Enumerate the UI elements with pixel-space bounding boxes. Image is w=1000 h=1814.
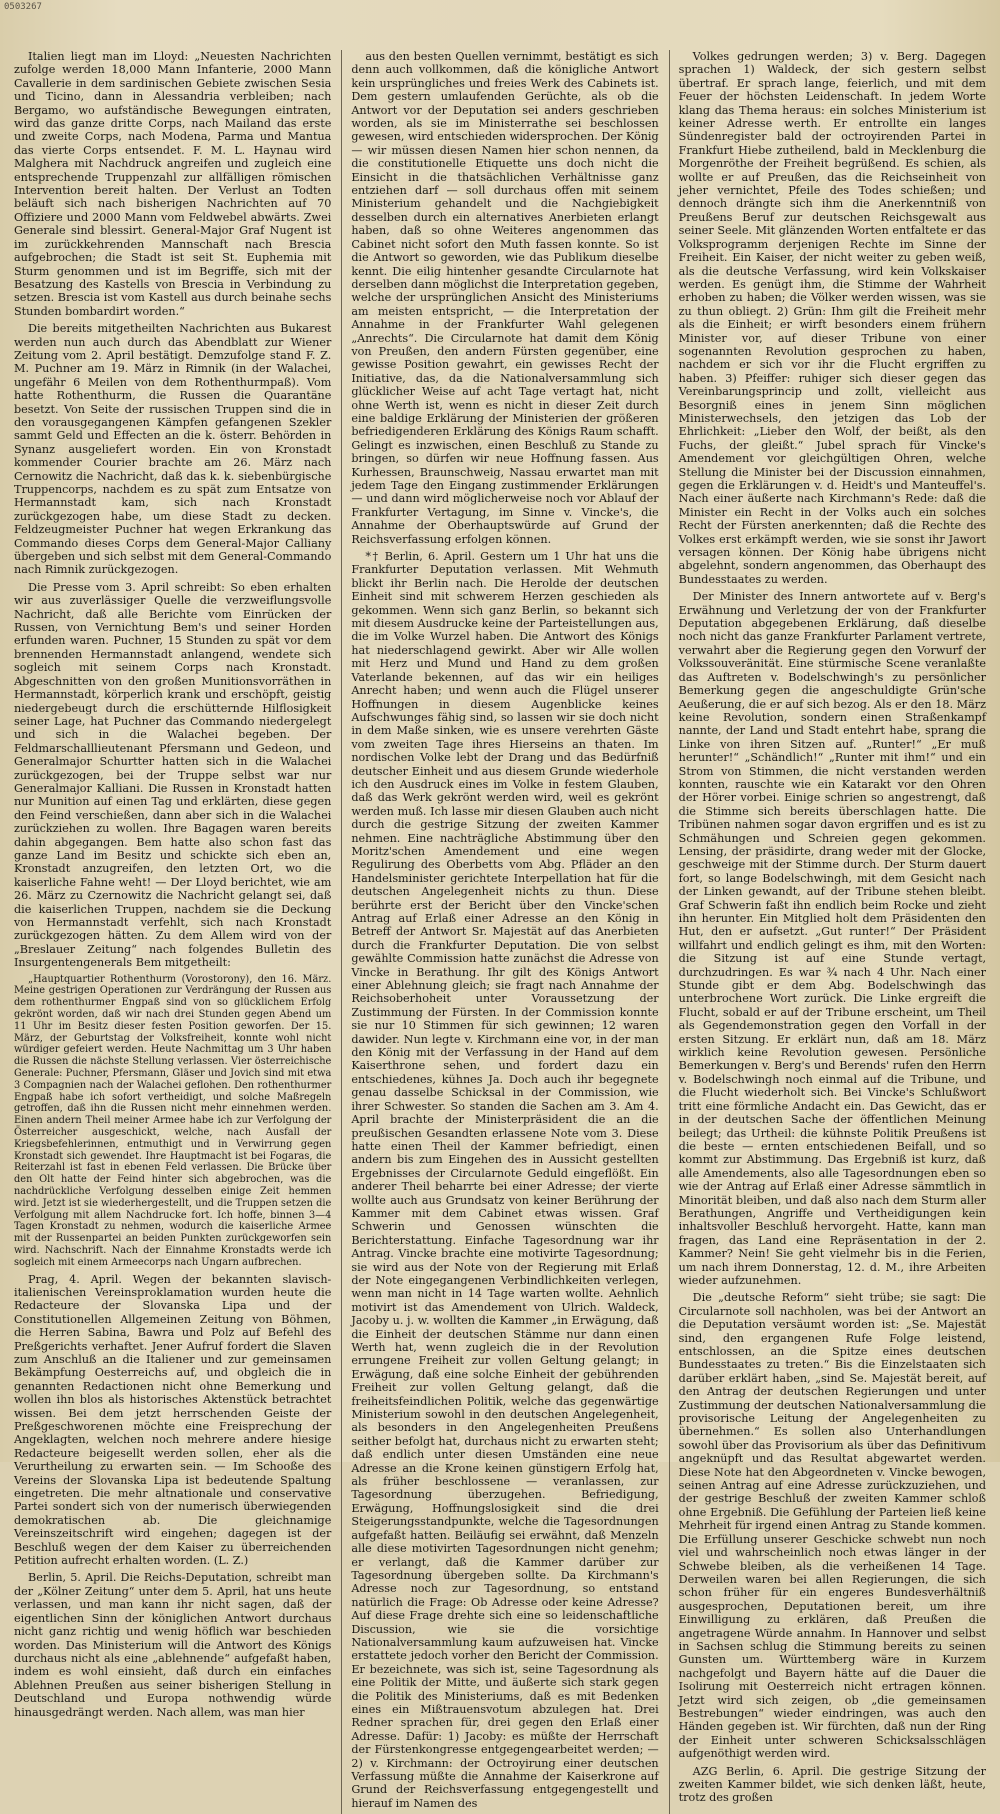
article-paragraph: AZG Berlin, 6. April. Die gestrige Sitzung der zweiten Kammer bildet, wie sich denken läßt, heute, trotz des großen [678,1764,986,1805]
article-paragraph: Berlin, 5. April. Die Reichs-Deputation, schreibt man der „Kölner Zeitung“ unter dem 5. April, hat uns heute verlassen, und man kann ihr nicht sagen, daß der eigentlichen Sinn der königlichen Antwort durchaus nicht ganz richtig und wenig höflich war beschieden worden. Das Ministerium will die Antwort des Königs durchaus nicht als eine „ablehnende“ aufgefaßt haben, indem es wohl einsieht, daß durch ein einfaches Ablehnen Preußen aus seiner bisherigen Stellung in Deutschland und Europa nothwendig würde hinausgedrängt werden. Nach allem, was man hier [14,1571,332,1719]
text-columns [14,50,986,1810]
article-paragraph: aus den besten Quellen vernimmt, bestätigt es sich denn auch vollkommen, daß die königliche Antwort kein ursprüngliches und freies Werk des Cabinets ist. Dem gestern umlaufenden Gerüchte, als ob die Antwort vor der Deputation sei anders geschrieben worden, als sie im Ministerrathe sei beschlossen gewesen, wird entschieden widersprochen. Der König — wir müssen diesen Namen hier schon nennen, da die constitutionelle Etiquette uns doch nicht die Einsicht in die thatsächlichen Verhältnisse ganz entziehen darf — soll durchaus offen mit seinem Ministerium gehandelt und die Nachgiebigkeit desselben durch ein alternatives Anerbieten erlangt haben, daß so ohne Weiteres angenommen das Cabinet nicht sofort den Muth fassen konnte. So ist die Antwort so geworden, wie das Publikum dieselbe kennt. Die eilig hintenher gesandte Circularnote hat derselben dann möglichst die Interpretation gegeben, welche der ursprünglichen Ansicht des Ministeriums am meisten entspricht, — die Interpretation der Annahme in der Frankfurter Wahl gelegenen „Anrechts“. Die Circularnote hat damit dem König von Preußen, den andern Fürsten gegenüber, eine gewisse Position gewahrt, ein gewisses Recht der Initiative, das, da die Nationalversammlung sich glücklicher Weise auf acht Tage vertagt hat, nicht ohne Werth ist, wenn es nicht in dieser Zeit durch eine baldige Erklärung der Ministerien der größeren befriedigenderen Erklärung des Königs Raum schafft. Gelingt es inzwischen, einen Beschluß zu Stande zu bringen, so dürfen wir neue Hoffnung fassen. Aus Kurhessen, Braunschweig, Nassau erwartet man mit jedem Tage den Eingang zustimmender Erklärungen — und dann wird möglicherweise noch vor Ablauf der Frankfurter Vertagung, im Sinne v. Vincke's, die Annahme der Oberhauptswürde auf Grund der Reichsverfassung erfolgen können. [351,50,659,546]
article-paragraph: Prag, 4. April. Wegen der bekannten slavisch-italienischen Vereinsproklamation wurden heute die Redacteure der Slovanska Lipa und der Constitutionellen Allgemeinen Zeitung von Böhmen, die Herren Sabina, Bawra und Polz auf Befehl des Preßgerichts verhaftet. Jener Aufruf fordert die Slaven zum Anschluß an die Italiener und zur gemeinsamen Bekämpfung Oesterreichs auf, und obgleich die in genannten Redactionen nicht ohne Bemerkung und wollen ihn blos als historisches Aktenstück betrachtet wissen. Bei dem jetzt herrschenden Geiste der Preßgeschworenen möchte eine Freisprechung der Angeklagten, welchen noch mehrere andere hiesige Redacteure beigesellt werden sollen, eher als die Verurtheilung zu erwarten sein. — Im Schooße des Vereins der Slovanska Lipa ist bedeutende Spaltung eingetreten. Die mehr altnationale und conservative Partei sondert sich von der numerisch überwiegenden demokratischen ab. Die gleichnamige Vereinszeitschrift wird eingehen; dagegen ist der Beschluß wegen der dem Kaiser zu überreichenden Petition aufrecht erhalten worden. (L. Z.) [14,1272,332,1568]
article-paragraph: Die „deutsche Reform“ sieht trübe; sie sagt: Die Circularnote soll nachholen, was bei der Antwort an die Deputation versäumt worden ist: „Se. Majestät sind, den ergangenen Rufe Folge leistend, entschlossen, an die Spitze eines deutschen Bundesstaates zu treten.“ Bis die Einzelstaaten sich darüber erklärt haben, „sind Se. Majestät bereit, auf den Antrag der deutschen Regierungen und unter Zustimmung der deutschen Nationalversammlung die provisorische Leitung der Angelegenheiten zu übernehmen.“ Es sollen also Unterhandlungen sowohl über das Provisorium als über das Definitivum angeknüpft und das Resultat abgewartet werden. Diese Note hat den Abgeordneten v. Vincke bewogen, seinen Antrag auf eine Adresse zurückzuziehen, und der gestrige Beschluß der zweiten Kammer schloß ohne Ergebniß. Die Gefühlung der Parteien ließ keine Mehrheit für irgend einen Antrag zu Stande kommen. Die Erfüllung unserer Geschicke schwebt nun noch viel und wahrscheinlich noch etwas länger in der Schwebe bleiben, als die verheißenen 14 Tage. Derweilen waren bei allen Regierungen, die sich schon früher für ein engeres Bundesverhältniß ausgesprochen, Deputationen bereit, um ihre Einwilligung zu erklären, daß Preußen die angetragene Würde annahm. In Hannover und selbst in Sachsen schlug die Stimmung bereits zu seinen Gunsten um. Württemberg wäre in Kurzem nachgefolgt und Bayern hätte auf die Dauer die Isolirung mit Oesterreich nicht ertragen können. Jetzt wird sich zeigen, ob „die gemeinsamen Bestrebungen“ wieder eindringen, was auch den Händen gegeben ist. Wir fürchten, daß nun der Ring der Einheit unter schweren Schicksalsschlägen aufgenöthigt werden wird. [678,1291,986,1761]
article-paragraph: Der Minister des Innern antwortete auf v. Berg's Erwähnung und Verletzung der von der Frankfurter Deputation abgegebenen Erklärung, daß dieselbe noch nicht das ganze Frankfurter Parlament vertrete, verwahrt aber die Regierung gegen den Vorwurf der Volkssouveränität. Eine stürmische Scene veranlaßte das Auftreten v. Bodelschwingh's zu persönlicher Bemerkung gegen die angeschuldigte Grün'sche Aeußerung, die er auf sich bezog. Als er den 18. März keine Revolution, sondern einen Straßenkampf nannte, der Land und Stadt entehrt habe, sprang die Linke von ihren Sitzen auf. „Runter!“ „Er muß herunter!“ „Schändlich!“ „Runter mit ihm!“ und ein Strom von Stimmen, die nicht verstanden werden konnten, rauschte wie ein Katarakt vor den Ohren der Hörer vorbei. Einige schrien so angestrengt, daß die Stimme sich bereits überschlagen hatte. Die Tribünen nahmen sogar davon ergriffen und es ist zu Schmähungen und Schreien gegen gekommen. Lensing, der präsidirte, drang weder mit der Glocke, geschweige mit der Stimme durch. Der Sturm dauert fort, so lange Bodelschwingh, mit dem Gesicht nach der Linken gewandt, auf der Tribune stehen bleibt. Graf Schwerin faßt ihn endlich beim Rocke und zieht ihn herunter. Ein Mitglied holt dem Präsidenten den Hut, den er aufsetzt. „Gut runter!“ Der Präsident willfahrt und endlich gelingt es ihm, mit den Worten: die Sitzung ist auf eine Stunde vertagt, durchzudringen. Es war ¾ nach 4 Uhr. Nach einer Stunde gibt er dem Abg. Bodelschwingh das unterbrochene Wort zurück. Die Linke ergreift die Flucht, sobald er auf der Tribune erscheint, um Theil als Gegendemonstration gegen den Vorfall in der ersten Sitzung. Er erklärt nun, daß am 18. März wirklich keine Revolution gewesen. Persönliche Bemerkungen v. Berg's und Berends' rufen den Herrn v. Bodelschwingh noch einmal auf die Tribune, und die Flucht wiederholt sich. Bei Vincke's Schlußwort tritt eine förmliche Andacht ein. Das Gewicht, das er in der deutschen Sache der öffentlichen Meinung beilegt; das Urtheil: die kühnste Politik Preußens ist die beste — ernten entschiedenen Beifall, und so kommt zur Abstimmung. Das Ergebniß ist kurz, daß alle Amendements, also alle Tagesordnungen eben so wie der Antrag auf Erlaß einer Adresse sämmtlich in Minorität bleiben, und daß also nach dem Sturm aller Berathungen, Angriffe und Vertheidigungen kein inhaltsvoller Beschluß hervorgeht. Hatte, kann man fragen, das Land eine Repräsentation in der 2. Kammer? Nein! Sie geht vielmehr bis in die Ferien, um nach ihrem Donnerstag, 12. d. M., ihre Arbeiten wieder aufzunehmen. [678,590,986,1287]
article-paragraph: „Hauptquartier Rothenthurm (Vorostorony), den 16. März. Meine gestrigen Operationen zur Verdrängung der Russen aus dem rothenthurmer Engpaß sind von so glücklichem Erfolg gekrönt worden, daß wir nach drei Stunden gegen Abend um 11 Uhr im Besitz dieser festen Position geworfen. Der 15. März, der Geburtstag der Volksfreiheit, konnte wohl nicht würdiger gefeiert werden. Heute Nachmittag um 3 Uhr haben die Russen die nächste Stellung verlassen. Vier österreichische Generale: Puchner, Pfersmann, Gläser und Jovich sind mit etwa 3 Compagnien nach der Walachei geflohen. Den rothenthurmer Engpaß habe ich sofort vertheidigt, und solche Maßregeln getroffen, daß ihn die Russen nicht mehr einnehmen werden. Einen andern Theil meiner Armee habe ich zur Verfolgung der Österreicher ausgeschickt, welche, nach Ausfall der Kriegsbefehlerinnen, entmuthigt und in Verwirrung gegen Kronstadt sich gewendet. Ihre Hauptmacht ist bei Fogaras, die Reiterzahl ist fast in ebenen Feld verlassen. Die Brücke über den Olt hatte der Feind hinter sich abgebrochen, was die nachdrückliche Verfolgung desselben einige Zeit hemmen wird. Jetzt ist sie wiederhergestellt, und die Truppen setzen die Verfolgung mit allem Nachdrucke fort. Ich hoffe, binnen 3—4 Tagen Kronstadt zu nehmen, wodurch die kaiserliche Armee mit der Russenpartei an beiden Punkten zurückgeworfen sein wird. Nachschrift. Nach der Einnahme Kronstadts werde ich sogleich mit einem Armeecorps nach Ungarn aufbrechen. [14,973,332,1268]
column-left [14,50,331,1814]
column-right [669,50,986,1814]
article-paragraph: Die bereits mitgetheilten Nachrichten aus Bukarest werden nun auch durch das Abendblatt zur Wiener Zeitung vom 2. April bestätigt. Demzufolge stand F. Z. M. Puchner am 19. März in Rimnik (in der Walachei, ungefähr 6 Meilen von dem Rothenthurmpaß). Vom hatte Rothenthurm, die Russen die Quarantäne besetzt. Von Seite der russischen Truppen sind die in den vorausgegangenen Kämpfen gefangenen Szekler sammt Geld und Effecten an die k. österr. Behörden in Synanz ausgeliefert worden. Ein von Kronstadt kommender Courier brachte am 26. März nach Cernowitz die Nachricht, daß das k. k. siebenbürgische Truppencorps, nachdem es zu spät zum Entsatze von Hermannstadt kam, sich nach Kronstadt zurückgezogen habe, um diese Stadt zu decken. Feldzeugmeister Puchner hat wegen Erkrankung das Commando dieses Corps dem General-Major Calliany übergeben und sich selbst mit dem General-Commando nach Rimnik zurückgezogen. [14,322,332,577]
document-id-stamp: 0503267 [4,2,42,12]
article-paragraph: Volkes gedrungen werden; 3) v. Berg. Dagegen sprachen 1) Waldeck, der sich gestern selbst übertraf. Er sprach lange, feierlich, und mit dem Feuer der höchsten Leidenschaft. In jedem Worte klang das Thema heraus: ein solches Ministerium ist keiner Adresse werth. Er entrollte ein langes Sündenregister bald der octroyirenden Partei in Frankfurt Hiebe zutheilend, bald in Mecklenburg die Morgenröthe der Freiheit begrüßend. Es schien, als wollte er auf Preußen, das die Reichseinheit von jeher vernichtet, Pfeile des Todes schießen; und dennoch drängte sich ihm die Anerkenntniß von Preußens Beruf zur deutschen Reichsgewalt aus seiner Seele. Mit glänzenden Worten entfaltete er das Volksprogramm derjenigen Rechte im Sinne der Freiheit. Ein Kaiser, der nicht weiter zu geben weiß, als die deutsche Verfassung, wird kein Volkskaiser werden. Es genügt ihm, die Stimme der Wahrheit erhoben zu haben; die Völker werden wissen, was sie zu thun obliegt. 2) Grün: Ihm gilt die Freiheit mehr als die Einheit; er wirft besonders einem frühern Minister vor, auf dieser Tribune von einer sogenannten Revolution gesprochen zu haben, nachdem er sich vor ihr die Flucht ergriffen zu haben. 3) Pfeiffer: ruhiger sich dieser gegen das Vereinbarungsprincip und zollt, vielleicht aus Besorgniß eines in jenem Sinn möglichen Ministerwechsels, den jetzigen das Lob der Ehrlichkeit: „Lieber den Wolf, der beißt, als den Fuchs, der gleißt.“ Jubel sprach für Vincke's Amendement vor gleichgültigen Ohren, welche Stellung die Minister bei der Discussion einnahmen, gegen die Erklärungen v. d. Heidt's und Manteuffel's. Nach einer äußerte nach Kirchmann's Rede: daß die Minister ein Recht in der Volks auch ein solches Recht der Fürsten anerkennten; daß die Rechte des Volkes erst erkämpft werden, wie sie sonst ihr Jawort versagen können. Der König habe übrigens nicht abgelehnt, sondern angenommen, das Oberhaupt des Bundesstaates zu werden. [678,50,986,586]
column-middle [341,50,658,1814]
article-paragraph: Italien liegt man im Lloyd: „Neuesten Nachrichten zufolge werden 18,000 Mann Infanterie, 2000 Mann Cavallerie in dem sardinischen Gebiete zwischen Sesia und Ticino, dann in Alessandria verbleiben; nach Bergamo, wo aufständische Bewegungen eintraten, wird das ganze dritte Corps, nach Mailand das erste und zweite Corps, nach Modena, Parma und Mantua das vierte Corps entsendet. F. M. L. Haynau wird Malghera mit Nachdruck angreifen und zugleich eine entsprechende Truppenzahl zur allfälligen römischen Intervention bereit halten. Der Verlust an Todten beläuft sich nach bisherigen Nachrichten auf 70 Offiziere und 2000 Mann vom Feldwebel abwärts. Zwei Generale sind blessirt. General-Major Graf Nugent ist im zurückkehrenden Mannschaft nach Brescia aufgebrochen; die Stadt ist seit St. Euphemia mit Sturm genommen und ist im Begriffe, sich mit der Besatzung des Kastells von Brescia in Verbindung zu setzen. Brescia ist vom Kastell aus durch beinahe sechs Stunden bombardirt worden.“ [14,50,332,318]
article-paragraph: Die Presse vom 3. April schreibt: So eben erhalten wir aus zuverlässiger Quelle die verzweiflungsvolle Nachricht, daß alle Berichte vom Einrücken der Russen, von Vernichtung Bem's und seiner Horden erfunden waren. Puchner, 15 Stunden zu spät vor dem brennenden Hermannstadt anlangend, wendete sich sogleich mit seinem Corps nach Kronstadt. Abgeschnitten von den großen Munitionsvorräthen in Hermannstadt, körperlich krank und erschöpft, geistig niedergebeugt durch die erschütternde Hilflosigkeit seiner Lage, hat Puchner das Commando niedergelegt und sich in die Walachei begeben. Der Feldmarschalllieutenant Pfersmann und Gedeon, und Generalmajor Schurtter hatten sich in die Walachei zurückgezogen, bei der Truppe selbst war nur Generalmajor Kalliani. Die Russen in Kronstadt hatten nur Munition auf einen Tag und erklärten, diese gegen den Feind verschießen, dann aber sich in die Walachei zurückziehen zu wollen. Ihre Bagagen waren bereits dahin abgegangen. Bem hatte also schon fast das ganze Land im Besitz und schickte sich eben an, Kronstadt anzugreifen, den letzten Ort, wo die kaiserliche Fahne weht! — Der Lloyd berichtet, wie am 26. März zu Czernowitz die Nachricht gelangt sei, daß die kaiserlichen Truppen, nachdem sie die Deckung von Hermannstadt verfehlt, sich nach Kronstadt zurückgezogen hätten. Zu dem Allem wird von der „Breslauer Zeitung“ nach folgendes Bulletin des Insurgentengenerals Bem mitgetheilt: [14,580,332,970]
article-paragraph: *† Berlin, 6. April. Gestern um 1 Uhr hat uns die Frankfurter Deputation verlassen. Mit Wehmuth blickt ihr Berlin nach. Die Herolde der deutschen Einheit sind mit schwerem Herzen geschieden als gekommen. Wenn sich ganz Berlin, so bekannt sich mit diesem Ausdrucke keine der Parteistellungen aus, die im Volke Wurzel haben. Die Antwort des Königs hat niederschlagend gewirkt. Aber wir Alle wollen mit Herz und Mund und Hand zu dem großen Vaterlande bekennen, auf das wir ein heiliges Anrecht haben; und wenn auch die Flügel unserer Hoffnungen in diesem Augenblicke keines Aufschwunges fähig sind, so lassen wir sie doch nicht in dem Maße sinken, wie es unsere verehrten Gäste vom zweiten Tage ihres Hierseins an thaten. Im nordischen Volke lebt der Drang und das Bedürfniß deutscher Einheit und aus diesem Grunde wiederhole ich den Ausdruck eines im Volke in festem Glauben, daß das Werk gekrönt werden wird, weil es gekrönt werden muß. Ich lasse mir diesen Glauben auch nicht durch die gestrige Sitzung der zweiten Kammer nehmen. Eine nachträgliche Abstimmung über den Moritz'schen Amendement und eine wegen Regulirung des Oberbetts vom Abg. Pfläder an den Handelsminister gerichtete Interpellation hat für die deutschen Angelegenheit nichts zu thun. Diese berührte erst der Bericht über den Vincke'schen Antrag auf Erlaß einer Adresse an den König in Betreff der Antwort Sr. Majestät auf das Anerbieten durch die Frankfurter Deputation. Die von selbst gewählte Commission hatte zunächst die Adresse von Vincke in Berathung. Ihr gilt des Königs Antwort einer Ablehnung gleich; sie fragt nach Annahme der Reichsoberhoheit unter Voraussetzung der Zustimmung der Fürsten. In der Commission konnte sie nur 10 Stimmen für sich gewinnen; 12 waren dawider. Nun legte v. Kirchmann eine vor, in der man den König mit der Verfassung in der Hand auf dem Kaiserthrone sehen, und fordert dazu ein entschiedenes, kühnes Ja. Doch auch ihr begegnete genau dasselbe Schicksal in der Commission, wie ihrer Schwester. So standen die Sachen am 3. Am 4. April brachte der Ministerpräsident die an die preußischen Gesandten erlassene Note vom 3. Diese hatte einen Theil der Kammer befriedigt, einen andern bis zum Eingehen des in Aussicht gestellten Ergebnisses der Circularnote Geduld eingeflößt. Ein anderer Theil beharrte bei einer Adresse; der vierte wollte auch aus Grundsatz von keiner Berührung der Kammer mit dem Cabinet etwas wissen. Graf Schwerin und Genossen wünschten die Berichterstattung. Einfache Tagesordnung war ihr Antrag. Vincke brachte eine motivirte Tagesordnung; sie wird aus der Note von der Regierung mit Erlaß der Note eingegangenen Verbindlichkeiten verlegen, wenn man nicht in 14 Tage warten wollte. Aehnlich motivirt ist das Amendement von Ulrich. Waldeck, Jacoby u. j. w. wollten die Kammer „in Erwägung, daß die Einheit der deutschen Stämme nur dann einen Werth hat, wenn zugleich die in der Revolution errungene Freiheit zur vollen Geltung gelangt; in Erwägung, daß eine solche Einheit der gebührenden Freiheit zur vollen Geltung gelangt, daß die freiheitsfeindlichen Politik, welche das gegenwärtige Ministerium sowohl in den deutschen Angelegenheit, als besonders in den Angelegenheiten Preußens seither befolgt hat, durchaus nicht zu erwarten steht; daß endlich unter diesen Umständen eine neue Adresse an die Krone keinen günstigern Erfolg hat, als früher beschlossene — veranlassen, zur Tagesordnung überzugehen. Befriedigung, Erwägung, Hoffnungslosigkeit sind die drei Steigerungsstandpunkte, welche die Tagesordnungen aufgefaßt hatten. Beiläufig sei erwähnt, daß Menzeln alle diese motivirten Tagesordnungen nicht genehm; er verlangt, daß die Kammer darüber zur Tagesordnung übergeben sollte. Da Kirchmann's Adresse noch zur Tagesordnung, so entstand natürlich die Frage: Ob Adresse oder keine Adresse? Auf diese Frage drehte sich eine so leidenschaftliche Discussion, wie sie die vorsichtige Nationalversammlung kaum aufzuweisen hat. Vincke erstattete jedoch vorher den Bericht der Commission. Er bezeichnete, was sich ist, seine Tagesordnung als eine Politik der Mitte, und äußerte sich stark gegen die Politik des Ministeriums, daß es mit Bedenken eines ein Mißtrauensvotum abzulegen hat. Drei Redner sprachen für, drei gegen den Erlaß einer Adresse. Dafür: 1) Jacoby: es müßte der Herrschaft der Fürstenkongresse entgegengearbeitet werden; — 2) v. Kirchmann: der Octroyirung einer deutschen Verfassung müßte die Annahme der Kaiserkrone auf Grund der Reichsverfassung entgegengestellt und hierauf im Namen des [351,550,659,1810]
